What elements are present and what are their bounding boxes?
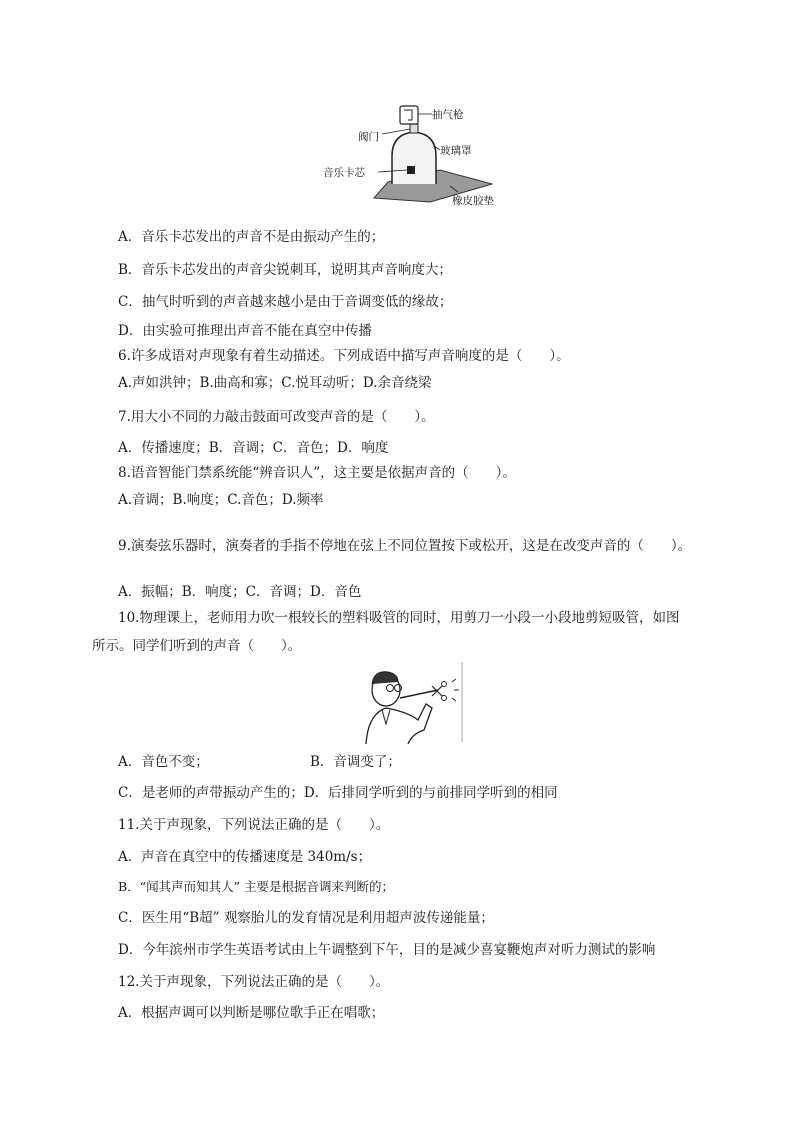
q10-stem-line1: 10.物理课上，老师用力吹一根较长的塑料吸管的同时，用剪刀一小段一小段地剪短吸管，如图 — [118, 610, 680, 626]
q11-option-c: C．医生用“B超” 观察胎儿的发育情况是利用超声波传递能量； — [118, 910, 494, 926]
q5-option-d: D．由实验可推理出声音不能在真空中传播 — [118, 323, 372, 339]
teacher-straw-figure — [352, 660, 464, 744]
pad-label: 橡皮胶垫 — [452, 195, 494, 207]
q11-option-b: B．“闻其声而知其人” 主要是根据音调来判断的； — [118, 879, 394, 894]
bell-jar — [392, 132, 436, 184]
bell-jar-figure — [318, 100, 508, 208]
q7-options: A．传播速度；B．音调；C．音色；D．响度 — [118, 440, 389, 456]
q8-options: A.音调；B.响度；C.音色；D.频率 — [118, 492, 324, 508]
q6-stem: 6.许多成语对声现象有着生动描述。下列成语中描写声音响度的是（ ）。 — [118, 348, 570, 364]
music-card — [407, 166, 415, 174]
q12-stem: 12.关于声现象，下列说法正确的是（ ）。 — [118, 974, 390, 990]
q11-option-d: D．今年滨州市学生英语考试由上午调整到下午，目的是减少喜宴鞭炮声对听力测试的影响 — [118, 942, 656, 958]
pump-label: 抽气枪 — [432, 109, 464, 121]
q10-option-cd: C．是老师的声带振动产生的；D．后排同学听到的与前排同学听到的相同 — [118, 785, 558, 801]
valve-label: 阀门 — [358, 131, 379, 143]
q6-options: A.声如洪钟；B.曲高和寡；C.悦耳动听；D.余音绕梁 — [118, 375, 432, 391]
q7-stem: 7.用大小不同的力敲击鼓面可改变声音的是（ ）。 — [118, 409, 435, 425]
card-label: 音乐卡芯 — [323, 167, 365, 179]
bell-label: 玻璃罩 — [440, 145, 472, 157]
q8-stem: 8.语音智能门禁系统能“辨音识人”，这主要是依据声音的（ ）。 — [118, 465, 516, 481]
valve — [410, 124, 418, 133]
q9-options: A．振幅；B．响度；C．音调；D．音色 — [118, 584, 362, 600]
q10-option-b: B．音调变了； — [310, 754, 401, 770]
q12-option-a: A．根据声调可以判断是哪位歌手正在唱歌； — [118, 1005, 385, 1021]
q10-stem-line2: 所示。同学们听到的声音（ ）。 — [92, 638, 302, 654]
q9-stem: 9.演奏弦乐器时，演奏者的手指不停地在弦上不同位置按下或松开，这是在改变声音的（ ）。 — [118, 538, 692, 554]
q5-option-a: A．音乐卡芯发出的声音不是由振动产生的； — [118, 229, 385, 245]
q5-option-c: C．抽气时听到的声音越来越小是由于音调变低的缘故； — [118, 294, 453, 310]
pump — [400, 106, 418, 124]
q5-option-b: B．音乐卡芯发出的声音尖锐刺耳，说明其声音响度大； — [118, 262, 452, 278]
q11-option-a: A．声音在真空中的传播速度是 340m/s； — [118, 849, 372, 865]
q10-option-a: A．音色不变； — [118, 754, 209, 770]
q11-stem: 11.关于声现象，下列说法正确的是（ ）。 — [118, 817, 390, 833]
